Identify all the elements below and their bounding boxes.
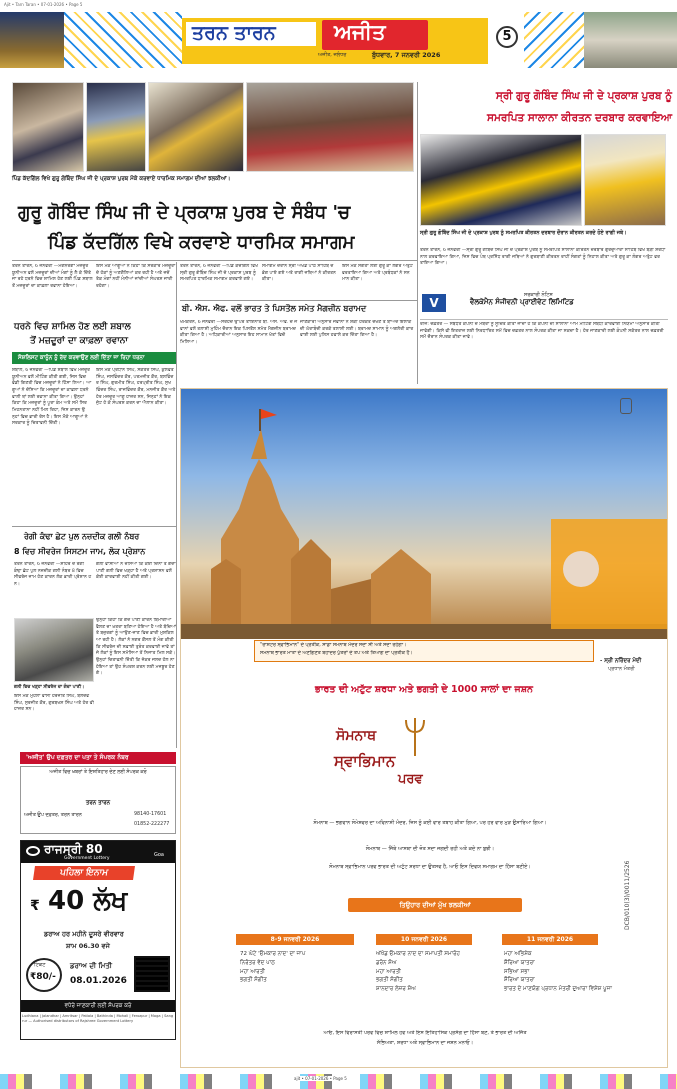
headline: ਗੁਰੂ ਗੋਬਿੰਦ ਸਿੰਘ ਜੀ ਦੇ ਪ੍ਰਕਾਸ਼ ਪੁਰਬ ਦੇ ਸੰਬੰਧ 'ਚ [18, 202, 351, 223]
day-item: ਸ਼ੌਰਿਆ ਯਾਤਰਾ [504, 977, 535, 984]
quote-text: "ਰਾਸ਼ਟਰ ਸ੍ਵਾਭਿਮਾਨ" ਦੇ ਪ੍ਰਤੀਕ, ਸਾਡਾ ਸੋਮਨਾਥ ਮੰਦਰ ਸਦਾ ਸੀ ਅਤੇ ਸਦਾ ਰਹੇਗਾ। [260, 643, 407, 648]
highlight-bar: ਸੋਸ਼ਲਿਸਟ ਕਾਨੂੰਨ ਨੂੰ ਰੱਦ ਕਰਵਾਉਣ ਲਈ ਦਿੱਤਾ ਜਾ ਰਿਹਾ ਧਰਨਾ [12, 352, 176, 364]
print-strip: ajit • 07-01-2026 • Page 5 [290, 1076, 351, 1081]
qr-code-icon [134, 956, 170, 992]
portrait-icon [563, 551, 599, 587]
article-body: ਤਰਨ ਤਾਰਨ, 6 ਜਨਵਰੀ —ਪਿੰਡ ਕੱਦਗਿੱਲ ਵਿਖੇ ਸ੍ਰੀ ਗੁਰੂ ਗੋਬਿੰਦ ਸਿੰਘ ਜੀ ਦੇ ਪ੍ਰਕਾਸ਼ ਪੁਰਬ ਨੂੰ ਸਮਰਪਿਤ ਧਾਰਮਿਕ ਸਮਾਗਮ ਕਰਵਾਏ ਗਏ। [180, 264, 259, 283]
day-date: 8-9 ਜਨਵਰੀ 2026 [236, 934, 354, 945]
highlights-banner: ਤਿਉਹਾਰ ਦੀਆਂ ਮੁੱਖ ਝਲਕੀਆਂ [348, 898, 522, 912]
ad-code: DCB/010(3)/0011/2526 [624, 860, 631, 930]
draw-date: 08.01.2026 [70, 976, 127, 986]
day-item: ਮਹਾ ਅਭਿਸ਼ੇਕ [504, 951, 532, 957]
notice-box [420, 292, 668, 320]
pattern-left [64, 12, 182, 68]
page-number: 5 [496, 26, 518, 48]
day-item: ਮਹਾ ਆਰਤੀ [376, 968, 401, 975]
ad-body: ਸੋਮਨਾਥ — ਜਿੱਥੇ ਆਸਥਾ ਦੀ ਜੋਤ ਸਦਾ ਜਗਦੀ ਰਹੀ ਅਤੇ ਕਦੇ ਨਾ ਬੁਝੀ। [365, 846, 495, 852]
day-list [376, 950, 476, 994]
rupee-symbol: ₹ [30, 898, 40, 914]
notice-badge: ਸਰਕਾਰੀ ਨੋਟਿਸ [524, 292, 553, 298]
article-body: ਸ਼ਬਾਲ, 6 ਜਨਵਰੀ —ਪਿੰਡ ਸ਼ਬਾਲ ਵਿਖੇ ਮਜ਼ਦੂਰ ਯੂਨੀਅਨ ਵਲੋਂ ਮੀਟਿੰਗ ਕੀਤੀ ਗਈ, ਜਿਸ ਵਿਚ ਵੱਡੀ ਗਿਣਤੀ ਵਿਚ ਮਜ਼ਦੂਰਾਂ ਨੇ ਹਿੱਸਾ ਲਿਆ। ਆਗੂਆਂ ਨੇ ਦੱਸਿਆ ਕਿ ਮਜ਼ਦੂਰਾਂ ਦਾ ਕਾਫ਼ਲਾ ਧਰਨੇ ਵਾਲੀ ਥਾਂ ਲਈ ਰਵਾਨਾ ਕੀਤਾ ਗਿਆ। ਉਨ੍ਹਾਂ ਕਿਹਾ ਕਿ ਮਜ਼ਦੂਰਾਂ ਨੂੰ ਪੂਰਾ ਕੰਮ ਅਤੇ ਸਮੇਂ ਸਿਰ ਮਿਹਨਤਾਨਾ ਨਹੀਂ ਮਿਲ ਰਿਹਾ, ਜਿਸ ਕਾਰਨ ਉਨ੍ਹਾਂ ਵਿਚ ਭਾਰੀ ਰੋਸ ਹੈ। ਇਸ ਮੌਕੇ ਆਗੂਆਂ ਨੇ ਸਰਕਾਰ ਨੂੰ ਚਿਤਾਵਨੀ ਦਿੱਤੀ। [12, 368, 92, 427]
column-rule [176, 262, 177, 748]
article-body: ਇਸ ਮੌਕੇ ਆਗੂਆਂ ਨੇ ਕਿਹਾ ਕਿ ਸਰਕਾਰ ਮਜ਼ਦੂਰਾਂ ਦੇ ਹੱਕਾਂ ਨੂੰ ਅਣਗੌਲਿਆਂ ਕਰ ਰਹੀ ਹੈ ਅਤੇ ਜਦੋਂ ਤੱਕ ਮੰਗਾਂ ਨਹੀਂ ਮੰਨੀਆਂ ਜਾਂਦੀਆਂ ਸੰਘਰਸ਼ ਜਾਰੀ ਰਹੇਗਾ। [96, 264, 176, 289]
ad-title: ਸੋਮਨਾਥ [336, 728, 377, 744]
ad-title: ਪਰਵ [398, 772, 423, 787]
headline: 8 ਵਿਚ ਸੀਵਰੇਜ ਸਿਸਟਮ ਜਾਮ, ਲੋਕ ਪ੍ਰੇਸ਼ਾਨ [14, 547, 146, 556]
day-item: ਸਭਿਆ ਸਭਾ [504, 968, 530, 975]
headline: ਧਰਨੇ ਵਿਚ ਸ਼ਾਮਿਲ ਹੋਣ ਲਈ ਸ਼ਬਾਲ [14, 322, 131, 332]
headline: ਬੀ. ਐਸ. ਐਫ. ਵਲੋਂ ਭਾਰਤ ਤੇ ਪਿਸਤੌਲ ਸਮੇਤ ਮੈਗਜ਼ੀਨ ਬਰਾਮਦ [182, 304, 418, 314]
quote-role: ਪ੍ਰਧਾਨ ਮੰਤਰੀ [608, 666, 635, 672]
ticket-label: ਟਿਕਟ [34, 962, 46, 968]
day-item: ਭਗਤੀ ਸੰਗੀਤ [376, 977, 403, 984]
section-title: ਤਰਨ ਤਾਰਨ [192, 22, 276, 44]
draw-time: ਸ਼ਾਮ 06.30 ਵਜੇ [66, 942, 110, 950]
news-photo [14, 618, 94, 682]
headline: ਪਿੰਡ ਕੱਦਗਿੱਲ ਵਿਖੇ ਕਰਵਾਏ ਧਾਰਮਿਕ ਸਮਾਗਮ [48, 232, 355, 253]
emblem-icon [620, 398, 632, 414]
ad-body: ਸੋਮਨਾਥ ਸ੍ਵਾਭਿਮਾਨ ਪਰਵ ਭਾਰਤ ਦੀ ਅਟੁੱਟ ਸ਼ਰਧਾ ਦਾ ਉਤਸਵ ਹੈ, ਆਓ ਇਸ ਦਿਵਯ ਸਮਾਗਮ ਦਾ ਹਿੱਸਾ ਬਣੀਏ। [329, 864, 531, 870]
masthead-sub: ਅਜੀਤ, ਜਲੰਧਰ [318, 52, 347, 58]
article-body: ਸਮਾਗਮ ਦੌਰਾਨ ਸ੍ਰੀ ਅਖੰਡ ਪਾਠ ਸਾਹਿਬ ਦੇ ਭੋਗ ਪਾਏ ਗਏ ਅਤੇ ਰਾਗੀ ਜਥਿਆਂ ਨੇ ਕੀਰਤਨ ਕੀਤਾ। [262, 264, 336, 283]
headline: ਤੋਂ ਮਜ਼ਦੂਰਾਂ ਦਾ ਕਾਫ਼ਲਾ ਰਵਾਨਾ [30, 336, 128, 346]
day-date: 11 ਜਨਵਰੀ 2026 [502, 934, 598, 945]
section-rule [12, 526, 176, 527]
headline: ਰੇਗੀ ਕੰਢਾ ਛੇਟ ਪੁਲ ਨਜ਼ਦੀਕ ਗਲੀ ਨੰਬਰ [24, 532, 140, 541]
trishul-icon [400, 716, 430, 756]
day-item: 72 ਘੰਟੇ 'ਓਮਕਾਰ ਨਾਦ' ਦਾ ਜਾਪ [240, 951, 306, 957]
lottery-state: Goa [154, 852, 164, 858]
article-body: ਤਰਨ ਤਾਰਨ, 6 ਜਨਵਰੀ —ਮਗਨਰੇਗਾ ਮਜ਼ਦੂਰ ਯੂਨੀਅਨ ਵਲੋਂ ਮਜ਼ਦੂਰਾਂ ਦੀਆਂ ਮੰਗਾਂ ਨੂੰ ਲੈ ਕੇ ਦਿੱਤੇ ਜਾ ਰਹੇ ਧਰਨੇ ਵਿਚ ਸ਼ਾਮਿਲ ਹੋਣ ਲਈ ਪਿੰਡ ਸ਼ਬਾਲ ਤੋਂ ਮਜ਼ਦੂਰਾਂ ਦਾ ਕਾਫ਼ਲਾ ਰਵਾਨਾ ਹੋਇਆ। [12, 264, 93, 289]
contact-text: ਅਜੀਤ ਵਿਚ ਖ਼ਬਰਾਂ ਤੇ ਇਸ਼ਤਿਹਾਰ ਦੇਣ ਲਈ ਸੰਪਰਕ ਕਰੋ [49, 770, 147, 775]
contact-city: ਤਰਨ ਤਾਰਨ [85, 800, 111, 806]
draw-info: ਡਰਾਅ ਹਰ ਮਹੀਨੇ ਦੂਸਰੇ ਵੀਰਵਾਰ [44, 930, 124, 938]
photo-caption: ਗਲੀ ਵਿਚ ਖੜ੍ਹਾ ਸੀਵਰੇਜ ਦਾ ਗੰਦਾ ਪਾਣੀ। [14, 685, 85, 690]
section-rule [180, 300, 417, 301]
contact-phone: 01852-222277 [134, 822, 170, 827]
temple-illustration [181, 389, 667, 639]
masthead-date: ਬੁੱਧਵਾਰ, 7 ਜਨਵਰੀ 2026 [372, 51, 441, 59]
article-body: ਇਸ ਮੌਕੇ ਪ੍ਰਧਾਨ ਸਿੰਘ, ਸਕੱਤਰ ਸਿੰਘ, ਕੁਲਵੰਤ ਸਿੰਘ, ਜਸਵਿੰਦਰ ਕੌਰ, ਪਰਮਜੀਤ ਕੌਰ, ਬਲਵਿੰਦਰ ਸਿੰਘ, ਗੁਰਮੀਤ ਸਿੰਘ, ਹਰਪ੍ਰੀਤ ਸਿੰਘ, ਸੁਖਵਿੰਦਰ ਸਿੰਘ, ਰਾਜਵਿੰਦਰ ਕੌਰ, ਮਨਜੀਤ ਕੌਰ ਅਤੇ ਹੋਰ ਮਜ਼ਦੂਰ ਆਗੂ ਹਾਜ਼ਰ ਸਨ, ਜਿਨ੍ਹਾਂ ਨੇ ਇਕਜੁੱਟ ਹੋ ਕੇ ਸੰਘਰਸ਼ ਕਰਨ ਦਾ ਐਲਾਨ ਕੀਤਾ। [96, 368, 176, 407]
masthead-photo-left [0, 12, 64, 68]
photo-caption: ਪਿੰਡ ਕੱਦਗਿੱਲ ਵਿਖੇ ਗੁਰੂ ਗੋਬਿੰਦ ਸਿੰਘ ਜੀ ਦੇ ਪ੍ਰਕਾਸ਼ ਪੁਰਬ ਮੌਕੇ ਕਰਵਾਏ ਧਾਰਮਿਕ ਸਮਾਗਮ ਦੀਆਂ ਝਲਕੀਆਂ। [12, 176, 231, 182]
ticket-price: ₹80/- [30, 972, 56, 982]
article-body: ਤਰਨ ਤਾਰਨ, 6 ਜਨਵਰੀ —ਸ੍ਰੀ ਗੁਰੂ ਗੋਬਿੰਦ ਸਿੰਘ ਜੀ ਦੇ ਪ੍ਰਕਾਸ਼ ਪੁਰਬ ਨੂੰ ਸਮਰਪਿਤ ਸਾਲਾਨਾ ਕੀਰਤਨ ਦਰਬਾਰ ਗੁਰਦੁਆਰਾ ਸਾਹਿਬ ਵਿਖੇ ਬੜੀ ਸ਼ਰਧਾ ਨਾਲ ਕਰਵਾਇਆ ਗਿਆ, ਜਿਸ ਵਿਚ ਪੰਥ ਪ੍ਰਸਿੱਧ ਰਾਗੀ ਜਥਿਆਂ ਨੇ ਗੁਰਬਾਣੀ ਕੀਰਤਨ ਰਾਹੀਂ ਸੰਗਤਾਂ ਨੂੰ ਨਿਹਾਲ ਕੀਤਾ ਅਤੇ ਗੁਰੂ ਕਾ ਲੰਗਰ ਅਤੁੱਟ ਵਰਤਾਇਆ ਗਿਆ। [420, 248, 666, 267]
masthead-photo-right [584, 12, 677, 68]
day-item: ਨਿਰੰਤਰ ਵੇਦ ਪਾਠ [240, 959, 275, 966]
day-item: ਸ਼ੌਰਿਆ ਯਾਤਰਾ [504, 959, 535, 966]
article-body: ਇਸ ਮੌਕੇ ਮੁਹੱਲਾ ਵਾਸੀ ਹਰਜੀਤ ਸਿੰਘ, ਬਲਦੇਵ ਸਿੰਘ, ਸੁਰਜੀਤ ਕੌਰ, ਗੁਰਬਖਸ਼ ਸਿੰਘ ਅਤੇ ਹੋਰ ਵੀ ਹਾਜ਼ਰ ਸਨ। [14, 694, 94, 713]
lottery-brand: ਰਾਜਸ੍ਰੀ 80 [44, 842, 103, 856]
news-photo [86, 82, 146, 172]
brand-name: ਅਜੀਤ [334, 20, 386, 44]
ad-footer: ਆਓ, ਇਸ ਵਿਰਾਸਤੀ ਪਰਵ ਵਿਚ ਸ਼ਾਮਿਲ ਹੋਵੋ ਅਤੇ ਇਸ ਇਤਿਹਾਸਿਕ ਪ੍ਰਸੰਗ ਦਾ ਹਿੱਸਾ ਬਣੋ, ਤੇ ਭਾਰਤ ਦੀ ਅਜਿੱਤ [323, 1030, 527, 1036]
news-photo [148, 82, 244, 172]
day-item: ਮਹਾ ਆਰਤੀ [240, 968, 265, 975]
headline: ਸ੍ਰੀ ਗੁਰੂ ਗੋਬਿੰਦ ਸਿੰਘ ਜੀ ਦੇ ਪ੍ਰਕਾਸ਼ ਪੁਰਬ ਨੂੰ [495, 90, 672, 102]
article-body: ਖੇਮਕਰਨ, 6 ਜਨਵਰੀ —ਸਰਹੱਦ ਉੱਪਰ ਤਾਇਨਾਤ ਬੀ. ਐਸ. ਐਫ. ਦੇ ਜਵਾਨਾਂ ਵਲੋਂ ਤਲਾਸ਼ੀ ਮੁਹਿੰਮ ਦੌਰਾਨ ਇਕ ਪਿਸਤੌਲ ਸਮੇਤ ਮੈਗਜ਼ੀਨ ਬਰਾਮਦ ਕੀਤਾ ਗਿਆ ਹੈ। ਅਧਿਕਾਰੀਆਂ ਅਨੁਸਾਰ ਇਹ ਸਾਮਾਨ ਖੇਤਾਂ ਵਿਚੋਂ ਮਿਲਿਆ। [180, 320, 298, 345]
prize-amount: 40 ਲੱਖ [48, 886, 128, 916]
print-strip: Ajit • Tarn Taran • 07-01-2026 • Page 5 [4, 2, 83, 7]
contact-row: ਅਜੀਤ ਉਪ ਦਫ਼ਤਰ, ਤਰਨ ਤਾਰਨ [24, 813, 82, 818]
company-name: ਵੈਲਕੇਮੈਨ ਸੰਜੀਵਨੀ ਪ੍ਰਾਈਵੇਟ ਲਿਮਿਟਿਡ [470, 298, 574, 306]
pattern-right [524, 12, 584, 68]
ad-title: ਸ੍ਵਾਭਿਮਾਨ [334, 752, 396, 770]
article-body: ਇਸ ਮੌਕੇ ਸੰਗਤਾਂ ਲਈ ਗੁਰੂ ਕਾ ਲੰਗਰ ਅਤੁੱਟ ਵਰਤਾਇਆ ਗਿਆ ਅਤੇ ਪ੍ਰਬੰਧਕਾਂ ਨੇ ਸਨਮਾਨ ਕੀਤਾ। [342, 264, 413, 283]
day-date: 10 ਜਨਵਰੀ 2026 [376, 934, 472, 945]
day-item: ਅੱਖੰਡ ਓਮਕਾਰ ਨਾਦ ਦਾ ਸਮਾਪਤੀ ਸਮਾਰੋਹ [376, 951, 460, 957]
lottery-sub: Government Lottery [64, 856, 110, 861]
lottery-footer: ਵਧੇਰੇ ਜਾਣਕਾਰੀ ਲਈ ਸੰਪਰਕ ਕਰੋ [21, 1000, 175, 1012]
day-list [240, 950, 352, 985]
news-photo [584, 134, 666, 226]
masthead [0, 12, 677, 68]
headline: ਸਮਰਪਿਤ ਸਾਲਾਨਾ ਕੀਰਤਨ ਦਰਬਾਰ ਕਰਵਾਇਆ [486, 112, 672, 124]
ad-footer: ਸੱਭਿਅਤਾ, ਸ਼ਰਧਾ ਅਤੇ ਸ੍ਵਾਭਿਮਾਨ ਦਾ ਜਸ਼ਨ ਮਨਾਓ। [376, 1040, 474, 1046]
photo-caption: ਸ੍ਰੀ ਗੁਰੂ ਗੋਬਿੰਦ ਸਿੰਘ ਜੀ ਦੇ ਪ੍ਰਕਾਸ਼ ਪੁਰਬ ਨੂੰ ਸਮਰਪਿਤ ਕੀਰਤਨ ਦਰਬਾਰ ਦੌਰਾਨ ਕੀਰਤਨ ਕਰਦੇ ਹੋਏ ਰਾਗੀ ਜਥੇ। [420, 230, 627, 236]
notice-body: ਰਜਿ: ਦਫ਼ਤਰ — ਸਬੰਧਤ ਕੰਪਨੀ ਦੇ ਮੈਂਬਰਾਂ ਨੂੰ ਸੂਚਿਤ ਕੀਤਾ ਜਾਂਦਾ ਹੈ ਕਿ ਕੰਪਨੀ ਦੀ ਸਾਲਾਨਾ ਆਮ ਮੀਟਿੰਗ ਸਬੰਧੀ ਕਾਰਵਾਈ ਨਿਯਮਾਂ ਅਨੁਸਾਰ ਕੀਤੀ ਜਾਵੇਗੀ। ਕਿਸੇ ਵੀ ਇਤਰਾਜ਼ ਲਈ ਨਿਰਧਾਰਿਤ ਸਮੇਂ ਵਿਚ ਦਫ਼ਤਰ ਨਾਲ ਸੰਪਰਕ ਕੀਤਾ ਜਾ ਸਕਦਾ ਹੈ। ਹੋਰ ਜਾਣਕਾਰੀ ਲਈ ਕੰਪਨੀ ਸਕੱਤਰ ਨਾਲ ਦਫ਼ਤਰੀ ਸਮੇਂ ਦੌਰਾਨ ਸੰਪਰਕ ਕੀਤਾ ਜਾਵੇ। [420, 322, 664, 341]
ad-tagline: ਭਾਰਤ ਦੀ ਅਟੁੱਟ ਸ਼ਰਧਾ ਅਤੇ ਭਗਤੀ ਦੇ 1000 ਸਾਲਾਂ ਦਾ ਜਸ਼ਨ [315, 684, 533, 695]
contact-header: 'ਅਜੀਤ' ਉਪ ਦਫ਼ਤਰ ਦਾ ਪਤਾ ਤੇ ਸੰਪਰਕ ਨੰਬਰ [20, 752, 176, 764]
quote-attribution: - ਸ੍ਰੀ ਨਰਿੰਦਰ ਮੋਦੀ [600, 658, 642, 664]
news-photo [12, 82, 84, 172]
column-rule [417, 82, 418, 384]
day-list [504, 950, 612, 994]
contact-phone: 98140-17601 [134, 812, 167, 817]
section-rule [12, 260, 417, 261]
company-logo: V [422, 294, 446, 312]
day-item: ਸ਼ਾਨਦਾਰ ਲੇਜ਼ਰ ਸ਼ੋਅ [376, 986, 416, 993]
day-item: ਡਰੋਨ ਸ਼ੋਅ [376, 959, 397, 966]
article-body: ਉਨ੍ਹਾਂ ਕਿਹਾ ਕਿ ਗੰਦੇ ਪਾਣੀ ਕਾਰਨ ਬਿਮਾਰੀਆਂ ਫੈਲਣ ਦਾ ਖ਼ਤਰਾ ਬਣਿਆ ਹੋਇਆ ਹੈ ਅਤੇ ਬੱਚਿਆਂ ਤੇ ਬਜ਼ੁਰਗਾਂ ਨੂੰ ਆਉਣ-ਜਾਣ ਵਿਚ ਭਾਰੀ ਮੁਸ਼ਕਿਲ ਆ ਰਹੀ ਹੈ। ਲੋਕਾਂ ਨੇ ਨਗਰ ਕੌਂਸਲ ਤੋਂ ਮੰਗ ਕੀਤੀ ਕਿ ਸੀਵਰੇਜ ਦੀ ਸਫ਼ਾਈ ਤੁਰੰਤ ਕਰਵਾਈ ਜਾਵੇ ਤਾਂ ਜੋ ਲੋਕਾਂ ਨੂੰ ਇਸ ਸਮੱਸਿਆ ਤੋਂ ਨਿਜਾਤ ਮਿਲ ਸਕੇ। ਉਨ੍ਹਾਂ ਚਿਤਾਵਨੀ ਦਿੱਤੀ ਕਿ ਜੇਕਰ ਜਲਦ ਹੱਲ ਨਾ ਹੋਇਆ ਤਾਂ ਉਹ ਸੰਘਰਸ਼ ਕਰਨ ਲਈ ਮਜਬੂਰ ਹੋਣਗੇ। [96, 618, 176, 677]
draw-date-label: ਡਰਾਅ ਦੀ ਮਿਤੀ [70, 962, 112, 970]
ad-body: ਸੋਮਨਾਥ — ਭਗਵਾਨ ਸੋਮੇਸ਼ਵਰ ਦਾ ਅਵਿਨਾਸ਼ੀ ਮੰਦਰ, ਜਿਸ ਨੂੰ ਕਈ ਵਾਰ ਤਬਾਹ ਕੀਤਾ ਗਿਆ, ਪਰ ਹਰ ਵਾਰ ਮੁੜ ਉਸਾਰਿਆ ਗਿਆ। [313, 820, 547, 826]
quote-text: ਸੋਮਨਾਥ ਭਾਰਤ ਮਾਤਾ ਦੇ ਅਣਗਿਣਤ ਬਹਾਦਰ ਪੁੱਤਰਾਂ ਦੇ ਤਪ ਅਤੇ ਤਿਆਗ ਦਾ ਪ੍ਰਤੀਕ ਹੈ। [260, 651, 413, 656]
prize-label: ਪਹਿਲਾ ਇਨਾਮ [33, 866, 135, 880]
lottery-eye-icon [26, 846, 40, 856]
news-photo [246, 82, 414, 172]
article-body: ਗਲੀ ਵਾਸੀਆਂ ਨੇ ਦੱਸਿਆ ਕਿ ਕਈ ਦਿਨਾਂ ਤੋਂ ਗੰਦਾ ਪਾਣੀ ਗਲੀ ਵਿਚ ਖੜ੍ਹਾ ਹੈ ਅਤੇ ਪ੍ਰਸ਼ਾਸਨ ਵਲੋਂ ਕੋਈ ਕਾਰਵਾਈ ਨਹੀਂ ਕੀਤੀ ਗਈ। [96, 562, 176, 581]
article-body: ਜਾਣਕਾਰੀ ਅਨੁਸਾਰ ਜਵਾਨਾਂ ਨੇ ਸ਼ੱਕੀ ਹਰਕਤ ਦੇਖਣ ਤੋਂ ਬਾਅਦ ਇਲਾਕੇ ਦੀ ਘੇਰਾਬੰਦੀ ਕਰਕੇ ਤਲਾਸ਼ੀ ਲਈ। ਬਰਾਮਦ ਸਾਮਾਨ ਨੂੰ ਅਗਲੇਰੀ ਕਾਰਵਾਈ ਲਈ ਪੁਲਿਸ ਹਵਾਲੇ ਕਰ ਦਿੱਤਾ ਗਿਆ ਹੈ। [300, 320, 414, 339]
news-photo [420, 134, 582, 226]
lottery-dealers: Ludhiana | Jalandhar | Amritsar | Patiala | Bathinda | Mohali | Ferozpur | Moga | Sangrur — Authorised distributors of Rajshree Government Lottery [22, 1014, 174, 1024]
day-item: ਭਾਰਤ ਦੇ ਮਾਣਯੋਗ ਪ੍ਰਧਾਨ ਮੰਤਰੀ ਦੁਆਰਾ ਵਿਸ਼ੇਸ਼ ਪੂਜਾ [504, 986, 612, 993]
day-item: ਭਗਤੀ ਸੰਗੀਤ [240, 977, 267, 984]
article-body: ਤਰਨ ਤਾਰਨ, 6 ਜਨਵਰੀ —ਸ਼ਹਿਰ ਦੇ ਰੇਗੀ ਕੰਢਾ ਛੇਟ ਪੁਲ ਨਜ਼ਦੀਕ ਗਲੀ ਨੰਬਰ 8 ਵਿਚ ਸੀਵਰੇਜ ਜਾਮ ਹੋਣ ਕਾਰਨ ਲੋਕ ਭਾਰੀ ਪ੍ਰੇਸ਼ਾਨ ਹਨ। [14, 562, 92, 587]
